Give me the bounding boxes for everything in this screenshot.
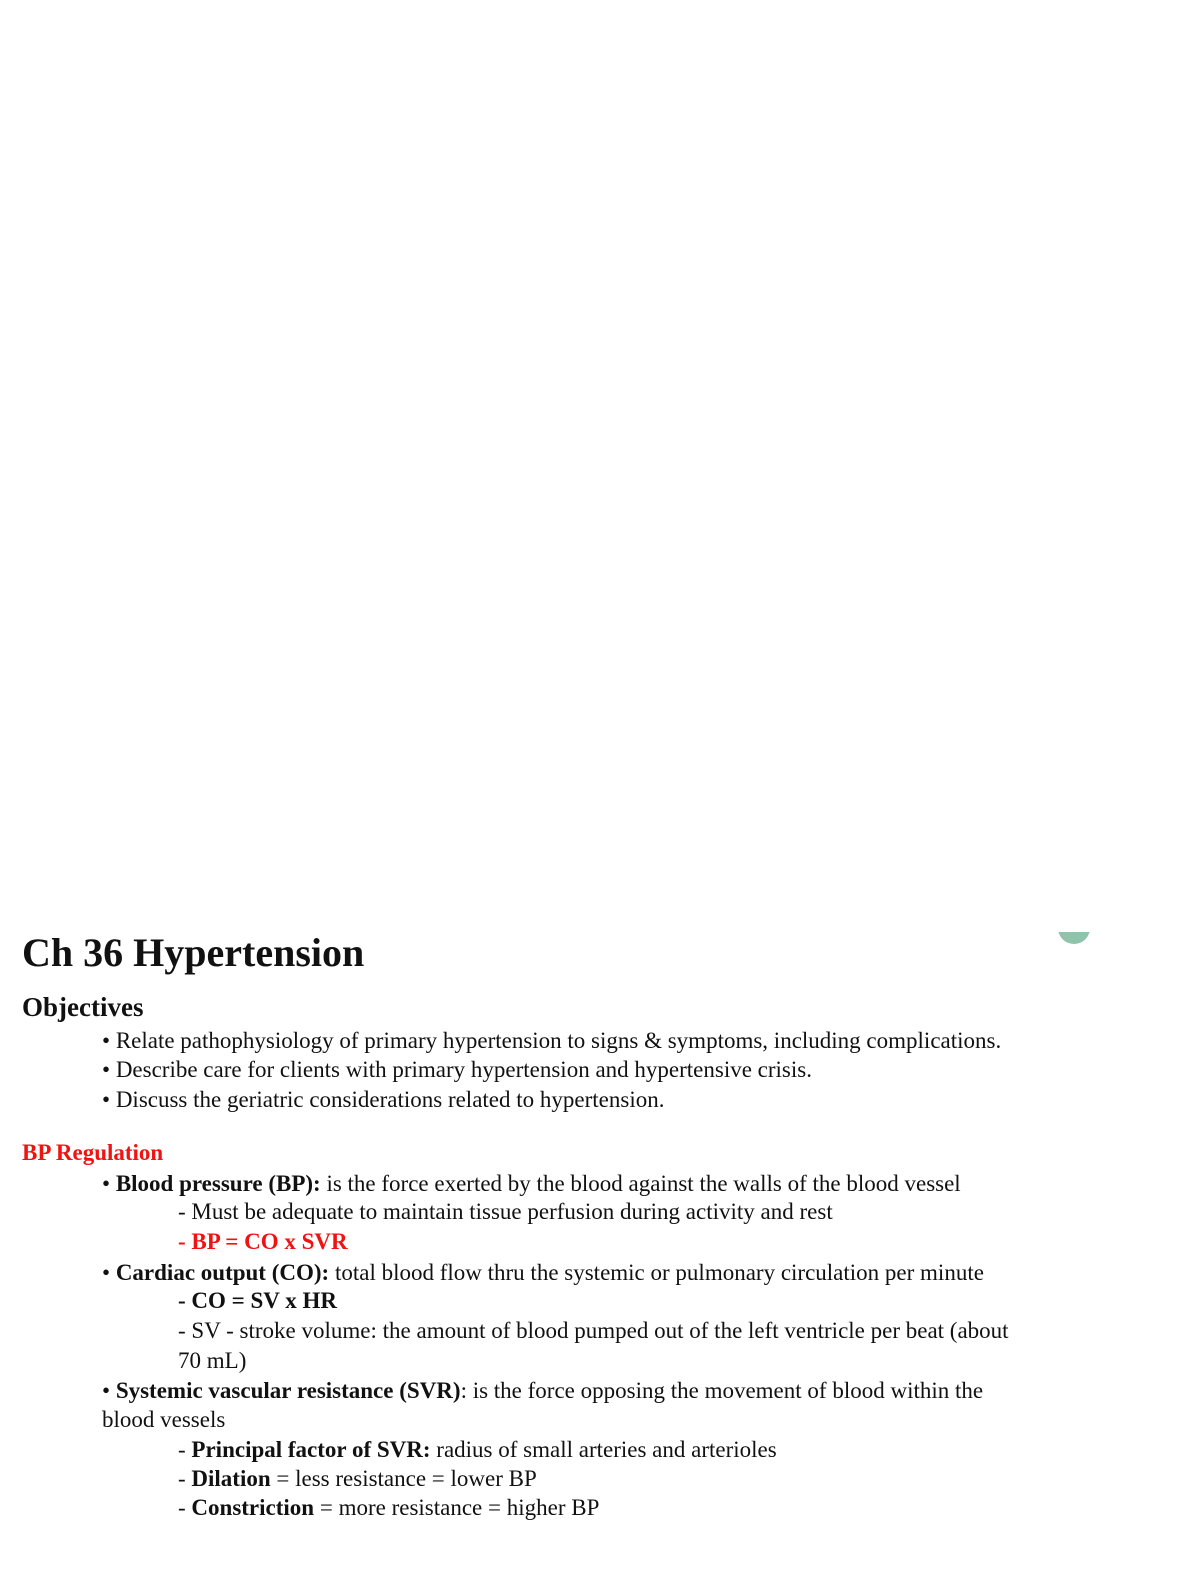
bp-definition: [102, 1169, 961, 1199]
principal-factor-term: Principal factor of SVR:: [191, 1437, 431, 1462]
dash-text: -: [178, 1495, 192, 1520]
objectives-heading: Objectives: [22, 992, 144, 1022]
objective-text: Relate pathophysiology of primary hypertension to signs & symptoms, including complications.: [115, 1028, 1002, 1053]
dilation-term: Dilation: [191, 1466, 271, 1491]
dilation-def: = less resistance = lower BP: [270, 1466, 537, 1491]
bullet-icon: •: [102, 1171, 111, 1196]
co-def-text: total blood flow thru the systemic or pulmonary circulation per minute: [329, 1260, 984, 1285]
bp-formula: - BP = CO x SVR: [178, 1229, 348, 1254]
objective-text: Discuss the geriatric considerations related to hypertension.: [115, 1087, 665, 1112]
dash-text: -: [178, 1437, 192, 1462]
constriction-term: Constriction: [191, 1495, 315, 1520]
sv-definition-line2: 70 mL): [178, 1348, 247, 1373]
sv-definition-line1: - SV - stroke volume: the amount of blood pumped out of the left ventricle per beat (about: [178, 1318, 1009, 1343]
bullet-icon: •: [102, 1028, 111, 1053]
bp-term: Blood pressure (BP):: [115, 1171, 321, 1196]
bullet-icon: •: [102, 1057, 111, 1082]
dash-text: -: [178, 1466, 192, 1491]
bp-regulation-heading: BP Regulation: [22, 1140, 164, 1165]
co-definition: [102, 1258, 984, 1288]
svr-definition-line2: blood vessels: [102, 1407, 226, 1432]
co-term: Cardiac output (CO):: [115, 1260, 330, 1285]
objective-text: Describe care for clients with primary hypertension and hypertensive crisis.: [115, 1057, 812, 1082]
svr-dilation: [178, 1464, 537, 1494]
svr-principal-factor: [178, 1435, 777, 1465]
bp-def-text: is the force exerted by the blood against the walls of the blood vessel: [320, 1171, 961, 1196]
bullet-icon: •: [102, 1378, 111, 1403]
objective-item: [102, 1026, 1001, 1056]
bp-sub-item: - Must be adequate to maintain tissue perfusion during activity and rest: [178, 1199, 833, 1224]
teal-annotation-marker: [1058, 918, 1090, 944]
page-title: Ch 36 Hypertension: [22, 930, 365, 975]
svr-constriction: [178, 1493, 599, 1523]
co-formula: - CO = SV x HR: [178, 1288, 338, 1313]
svr-definition: [102, 1376, 983, 1406]
principal-factor-def: radius of small arteries and arterioles: [430, 1437, 777, 1462]
constriction-def: = more resistance = higher BP: [314, 1495, 600, 1520]
bullet-icon: •: [102, 1087, 111, 1112]
svr-term: Systemic vascular resistance (SVR): [115, 1378, 461, 1403]
objective-item: [102, 1055, 812, 1085]
svr-def-text: : is the force opposing the movement of blood within the: [460, 1378, 984, 1403]
objective-item: [102, 1085, 664, 1115]
bullet-icon: •: [102, 1260, 111, 1285]
